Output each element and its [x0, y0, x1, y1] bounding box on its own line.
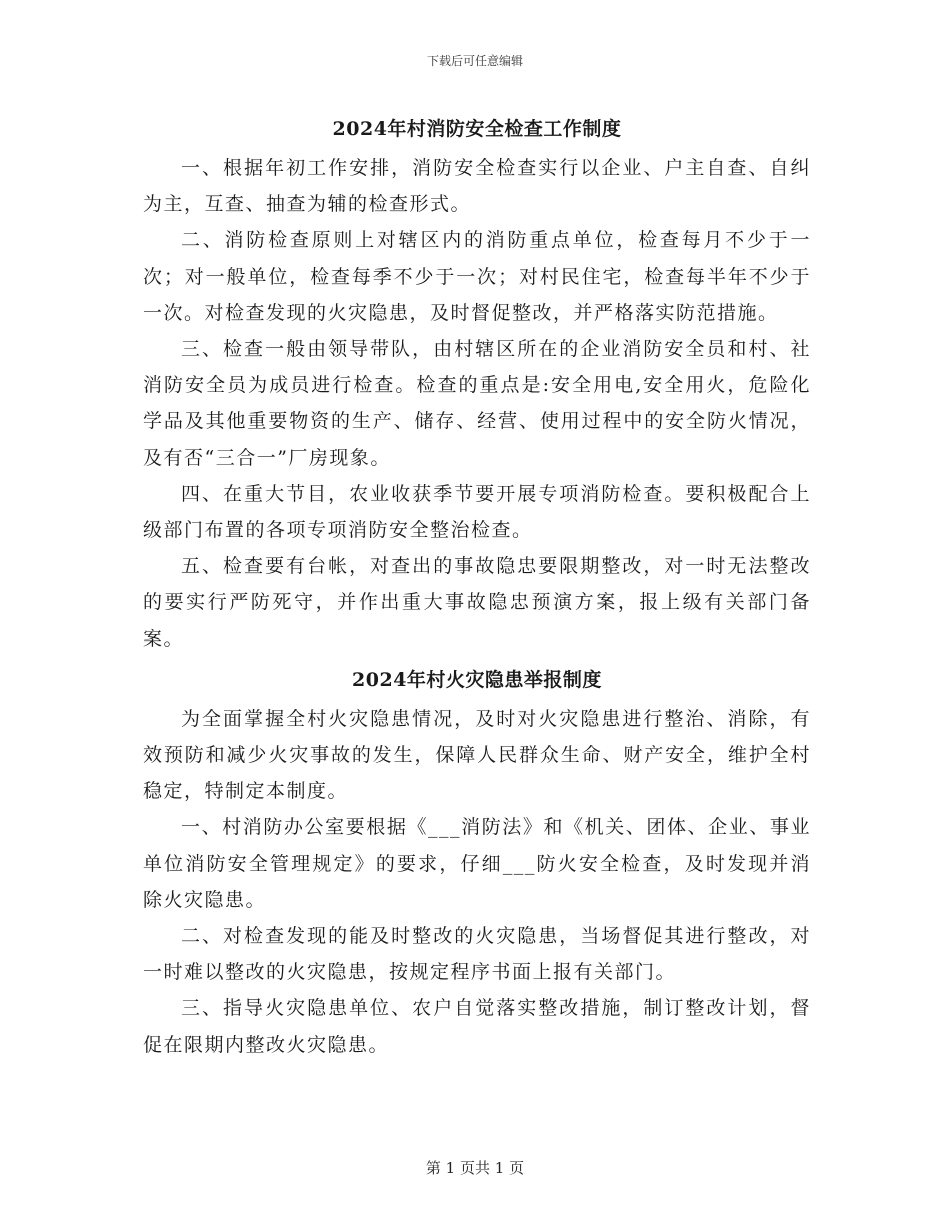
document-body — [143, 112, 811, 1063]
paragraph: 一、村消防办公室要根据《___消防法》和《机关、团体、企业、事业单位消防安全管理规定》的要求，仔细___防火安全检查，及时发现并消除火灾隐患。 — [143, 816, 811, 911]
paragraph: 为全面掌握全村火灾隐患情况，及时对火灾隐患进行整治、消除，有效预防和减少火灾事故的发生，保障人民群众生命、财产安全，维护全村稳定，特制定本制度。 — [143, 707, 811, 803]
page-footer: 第 1 页共 1 页 — [425, 1159, 525, 1177]
paragraph: 一、根据年初工作安排，消防安全检查实行以企业、户主自查、自纠为主，互查、抽查为辅的检查形式。 — [143, 157, 811, 216]
paragraph: 二、消防检查原则上对辖区内的消防重点单位，检查每月不少于一次；对一般单位，检查每季不少于一次；对村民住宅，检查每半年不少于一次。对检查发现的火灾隐患，及时督促整改，并严格落实防范措施。 — [143, 229, 811, 324]
section-title: 2024年村火灾隐患举报制度 — [352, 668, 602, 691]
paragraph: 三、检查一般由领导带队，由村辖区所在的企业消防安全员和村、社消防安全员为成员进行检查。检查的重点是:安全用电,安全用火，危险化学品及其他重要物资的生产、储存、经营、使用过程中的安全防火情况，及有否“三合一”厂房现象。 — [143, 338, 811, 469]
header-note: 下载后可任意编辑 — [426, 54, 523, 68]
paragraph: 三、指导火灾隐患单位、农户自觉落实整改措施，制订整改计划，督促在限期内整改火灾隐患。 — [143, 997, 811, 1056]
section-title: 2024年村消防安全检查工作制度 — [332, 118, 622, 140]
paragraph: 四、在重大节目，农业收获季节要开展专项消防检查。要积极配合上级部门布置的各项专项消防安全整治检查。 — [143, 482, 811, 542]
paragraph: 五、检查要有台帐，对查出的事故隐忠要限期整改，对一时无法整改的要实行严防死守，并作出重大事故隐忠预演方案，报上级有关部门备案。 — [143, 555, 811, 650]
paragraph: 二、对检查发现的能及时整改的火灾隐患，当场督促其进行整改，对一时难以整改的火灾隐患，按规定程序书面上报有关部门。 — [143, 925, 811, 984]
